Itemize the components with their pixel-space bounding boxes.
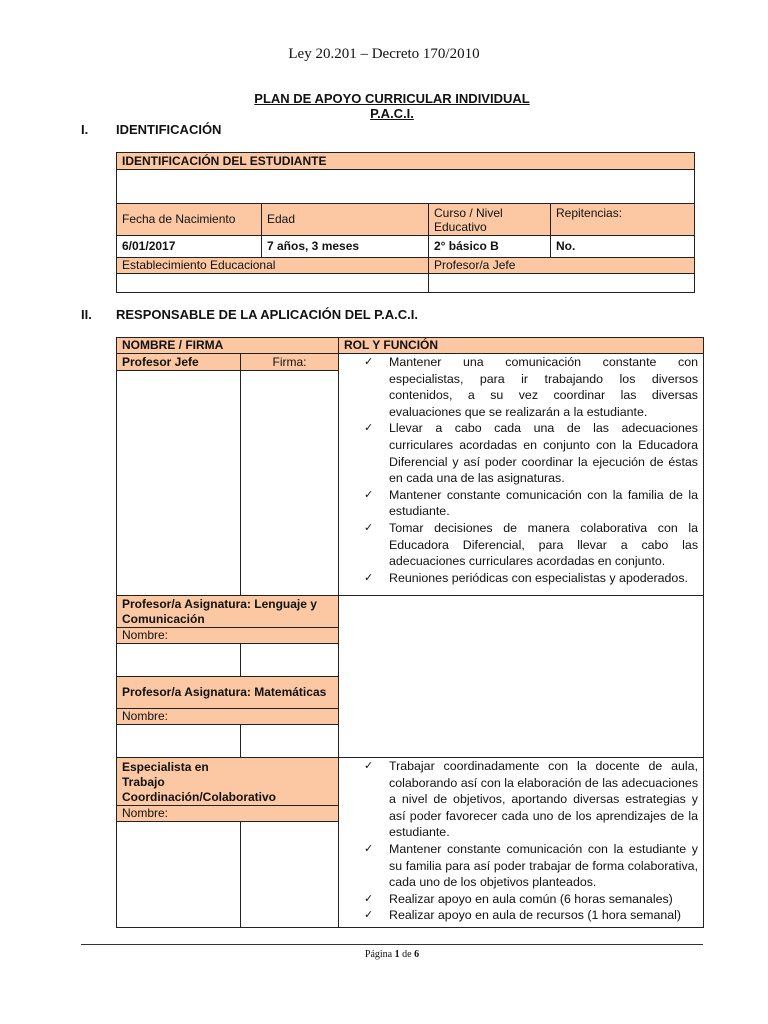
specialist-signature-cell: [241, 822, 339, 928]
section-2-number: II.: [81, 307, 92, 322]
grade-label: Curso / Nivel Educativo: [429, 204, 551, 236]
subject-teachers-roles: [339, 596, 704, 758]
math-teacher-title: Profesor/a Asignatura: Matemáticas: [117, 677, 339, 709]
birth-date-label: Fecha de Nacimiento: [117, 204, 262, 236]
repetitions-label: Repitencias:: [551, 204, 695, 236]
head-teacher-label: Profesor/a Jefe: [429, 258, 695, 274]
footer-page-number: 1: [394, 949, 400, 960]
document-title: PLAN DE APOYO CURRICULAR INDIVIDUAL: [254, 91, 530, 106]
responsible-table: [116, 337, 704, 928]
specialist-title-text: Especialista en Trabajo Coordinación/Colaborativo: [122, 760, 277, 804]
birth-date-value: 6/01/2017: [117, 236, 262, 258]
specialist-role-item: ✓ Realizar apoyo en aula común (6 horas semanales): [344, 891, 698, 908]
section-1-number: I.: [81, 122, 89, 137]
student-identification-table: [116, 152, 695, 293]
math-teacher-signature-cell: [241, 725, 339, 758]
school-label: Establecimiento Educacional: [117, 258, 429, 274]
specialist-roles: [339, 758, 704, 928]
math-teacher-name-label: Nombre:: [117, 709, 339, 725]
section-2-title: RESPONSABLE DE LA APLICACIÓN DEL P.A.C.I.: [116, 307, 418, 322]
footer-page-prefix: Página: [364, 949, 393, 960]
specialist-role-item: ✓ Realizar apoyo en aula de recursos (1 hora semanal): [344, 907, 698, 924]
repetitions-value: No.: [551, 236, 695, 258]
specialist-role-item: ✓ Trabajar coordinadamente con la docente de aula, colaborando así con la elaboración de las adecuaciones a nivel de objetivos, aportando diversas estrategias y así poder favorecer cada uno de los aprendizajes de la estudiante.: [344, 758, 698, 841]
student-name-cell: [117, 170, 695, 204]
head-teacher-role-item: ✓ Tomar decisiones de manera colaborativa con la Educadora Diferencial, para llevar a cabo las adecuaciones curriculares acordadas en conjunto.: [344, 520, 698, 570]
footer-divider: [81, 944, 703, 945]
role-function-header: ROL Y FUNCIÓN: [339, 338, 704, 354]
head-teacher-role-item: ✓ Llevar a cabo cada una de las adecuaciones curriculares acordadas en conjunto con la Educadora Diferencial y así poder coordinar la ejecución de éstas en cada una de las asignaturas.: [344, 420, 698, 486]
language-teacher-title: Profesor/a Asignatura: Lenguaje y Comunicación: [117, 596, 339, 628]
head-teacher-role-item: ✓ Mantener una comunicación constante con especialistas, para ir trabajando los diversos contenidos, a su vez coordinar las diversas evaluaciones que se realizarán a la estudiante.: [344, 354, 698, 420]
document-header: Ley 20.201 – Decreto 170/2010: [288, 46, 480, 62]
specialist-name-cell: [117, 822, 241, 928]
section-1-title: IDENTIFICACIÓN: [116, 122, 222, 137]
footer-of: de: [402, 949, 412, 960]
specialist-name-label: Nombre:: [117, 806, 339, 822]
student-table-heading: IDENTIFICACIÓN DEL ESTUDIANTE: [117, 153, 695, 170]
language-teacher-name-label: Nombre:: [117, 628, 339, 644]
age-label: Edad: [262, 204, 429, 236]
head-teacher-role-item: ✓ Reuniones periódicas con especialistas y apoderados.: [344, 570, 698, 587]
signature-label: Firma:: [241, 354, 339, 371]
school-value: [117, 274, 429, 293]
document-subtitle: P.A.C.I.: [370, 106, 414, 121]
head-teacher-value: [429, 274, 695, 293]
head-teacher-roles: [339, 354, 704, 596]
language-teacher-name-cell: [117, 644, 241, 677]
head-teacher-name-cell: [117, 371, 241, 596]
math-teacher-name-cell: [117, 725, 241, 758]
head-teacher-title: Profesor Jefe: [117, 354, 241, 371]
language-teacher-signature-cell: [241, 644, 339, 677]
specialist-title: [117, 758, 339, 806]
head-teacher-role-item: ✓ Mantener constante comunicación con la familia de la estudiante.: [344, 487, 698, 520]
grade-value: 2° básico B: [429, 236, 551, 258]
page-footer: [0, 949, 768, 960]
head-teacher-signature-cell: [241, 371, 339, 596]
age-value: 7 años, 3 meses: [262, 236, 429, 258]
specialist-role-item: ✓ Mantener constante comunicación con la estudiante y su familia para así poder trabajar de forma colaborativa, cada uno de los objetivos planteados.: [344, 841, 698, 891]
footer-total-pages: 6: [414, 949, 420, 960]
name-signature-header: NOMBRE / FIRMA: [117, 338, 339, 354]
